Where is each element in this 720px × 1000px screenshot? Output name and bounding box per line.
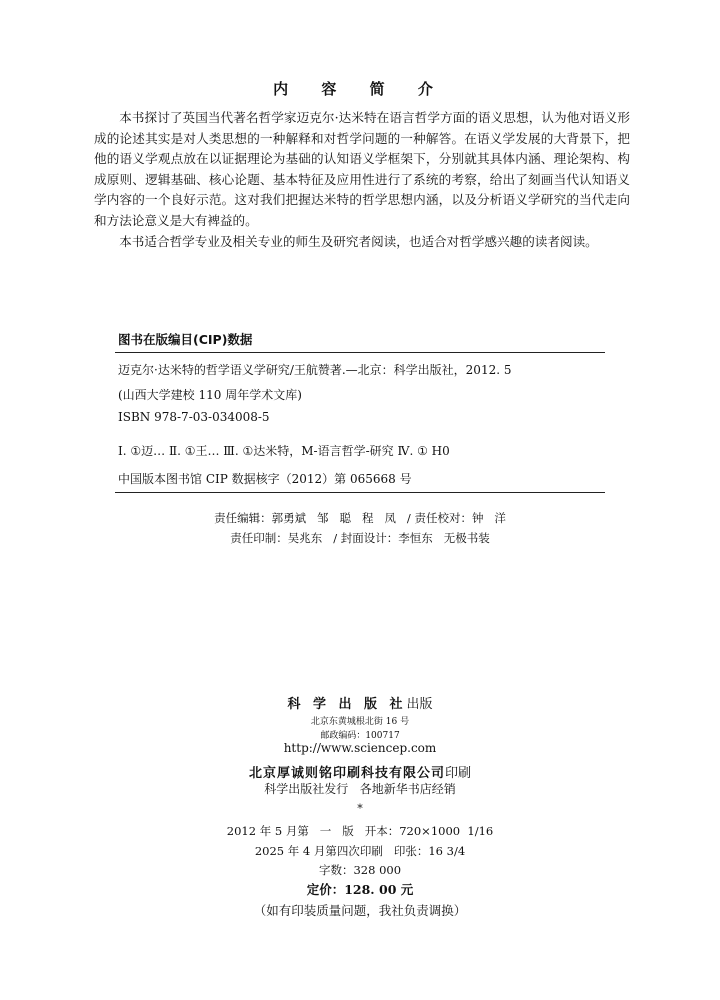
cip-bottom-rule <box>115 492 605 493</box>
summary-paragraph-1: 本书探讨了英国当代著名哲学家迈克尔·达米特在语言哲学方面的语义思想，认为他对语义形成的论述其实是对人类思想的一种解释和对哲学问题的一种解答。在语义学发展的大背景下，把他的语义学观点放在以证据理论为基础的认知语义学框架下，分别就其具体内涵、理论架构、构成原则、逻辑基础、核心论题、基本特征及应用性进行了系统的考察，给出了刻画当代认知语义学内容的一个良好示范。这对我们把握达米特的哲学思想内涵，以及分析语义学研究的当代走向和方法论意义是大有裨益的。 <box>94 110 630 228</box>
printer-name <box>0 762 720 781</box>
printing-line: 2025 年 4 月第四次印刷 印张：16 3/4 <box>254 844 466 858</box>
printer-name-suffix: 印刷 <box>445 766 472 781</box>
summary-section <box>94 108 630 252</box>
page-title: 内 容 简 介 <box>273 80 447 98</box>
publisher-website: http://www.sciencep.com <box>283 741 437 755</box>
summary-paragraph-2: 本书适合哲学专业及相关专业的师生及研究者阅读，也适合对哲学感兴趣的读者阅读。 <box>119 233 598 249</box>
credits-line-1: 责任编辑：郭勇斌 邹 聪 程 凤 / 责任校对：钟 洋 <box>214 511 506 525</box>
cip-classification: Ⅰ. ①迈… Ⅱ. ①王… Ⅲ. ①达米特，M-语言哲学-研究 Ⅳ. ① H0 <box>118 444 450 458</box>
word-count: 字数：328 000 <box>318 863 402 877</box>
cip-heading: 图书在版编目(CIP)数据 <box>118 332 253 347</box>
publisher-postcode: 邮政编码：100717 <box>320 731 400 741</box>
publisher-name <box>0 693 720 712</box>
cip-isbn: ISBN 978-7-03-034008-5 <box>118 410 270 424</box>
cip-line-1: 迈克尔·达米特的哲学语义学研究/王航赞著.—北京：科学出版社，2012. 5 <box>118 363 512 377</box>
publisher-address: 北京东黄城根北街 16 号 <box>310 717 410 727</box>
publisher-name-text: 科 学 出 版 社 <box>287 697 407 712</box>
edition-line: 2012 年 5 月第 一 版 开本：720×1000 1/16 <box>226 824 494 838</box>
printer-name-text: 北京厚诚则铭印刷科技有限公司 <box>248 766 445 781</box>
price: 定价：128. 00 元 <box>306 882 414 897</box>
cip-verification: 中国版本图书馆 CIP 数据核字（2012）第 065668 号 <box>118 472 412 486</box>
distribution-line: 科学出版社发行 各地新华书店经销 <box>264 782 456 796</box>
cip-top-rule <box>115 352 605 353</box>
publisher-name-suffix: 出版 <box>406 697 433 712</box>
quality-note: （如有印装质量问题，我社负责调换） <box>253 903 467 918</box>
credits-line-2: 责任印制：吴兆东 / 封面设计：李恒东 无极书装 <box>230 531 490 545</box>
separator-asterisk: * <box>357 802 363 815</box>
cip-line-2: (山西大学建校 110 周年学术文库) <box>118 388 302 402</box>
